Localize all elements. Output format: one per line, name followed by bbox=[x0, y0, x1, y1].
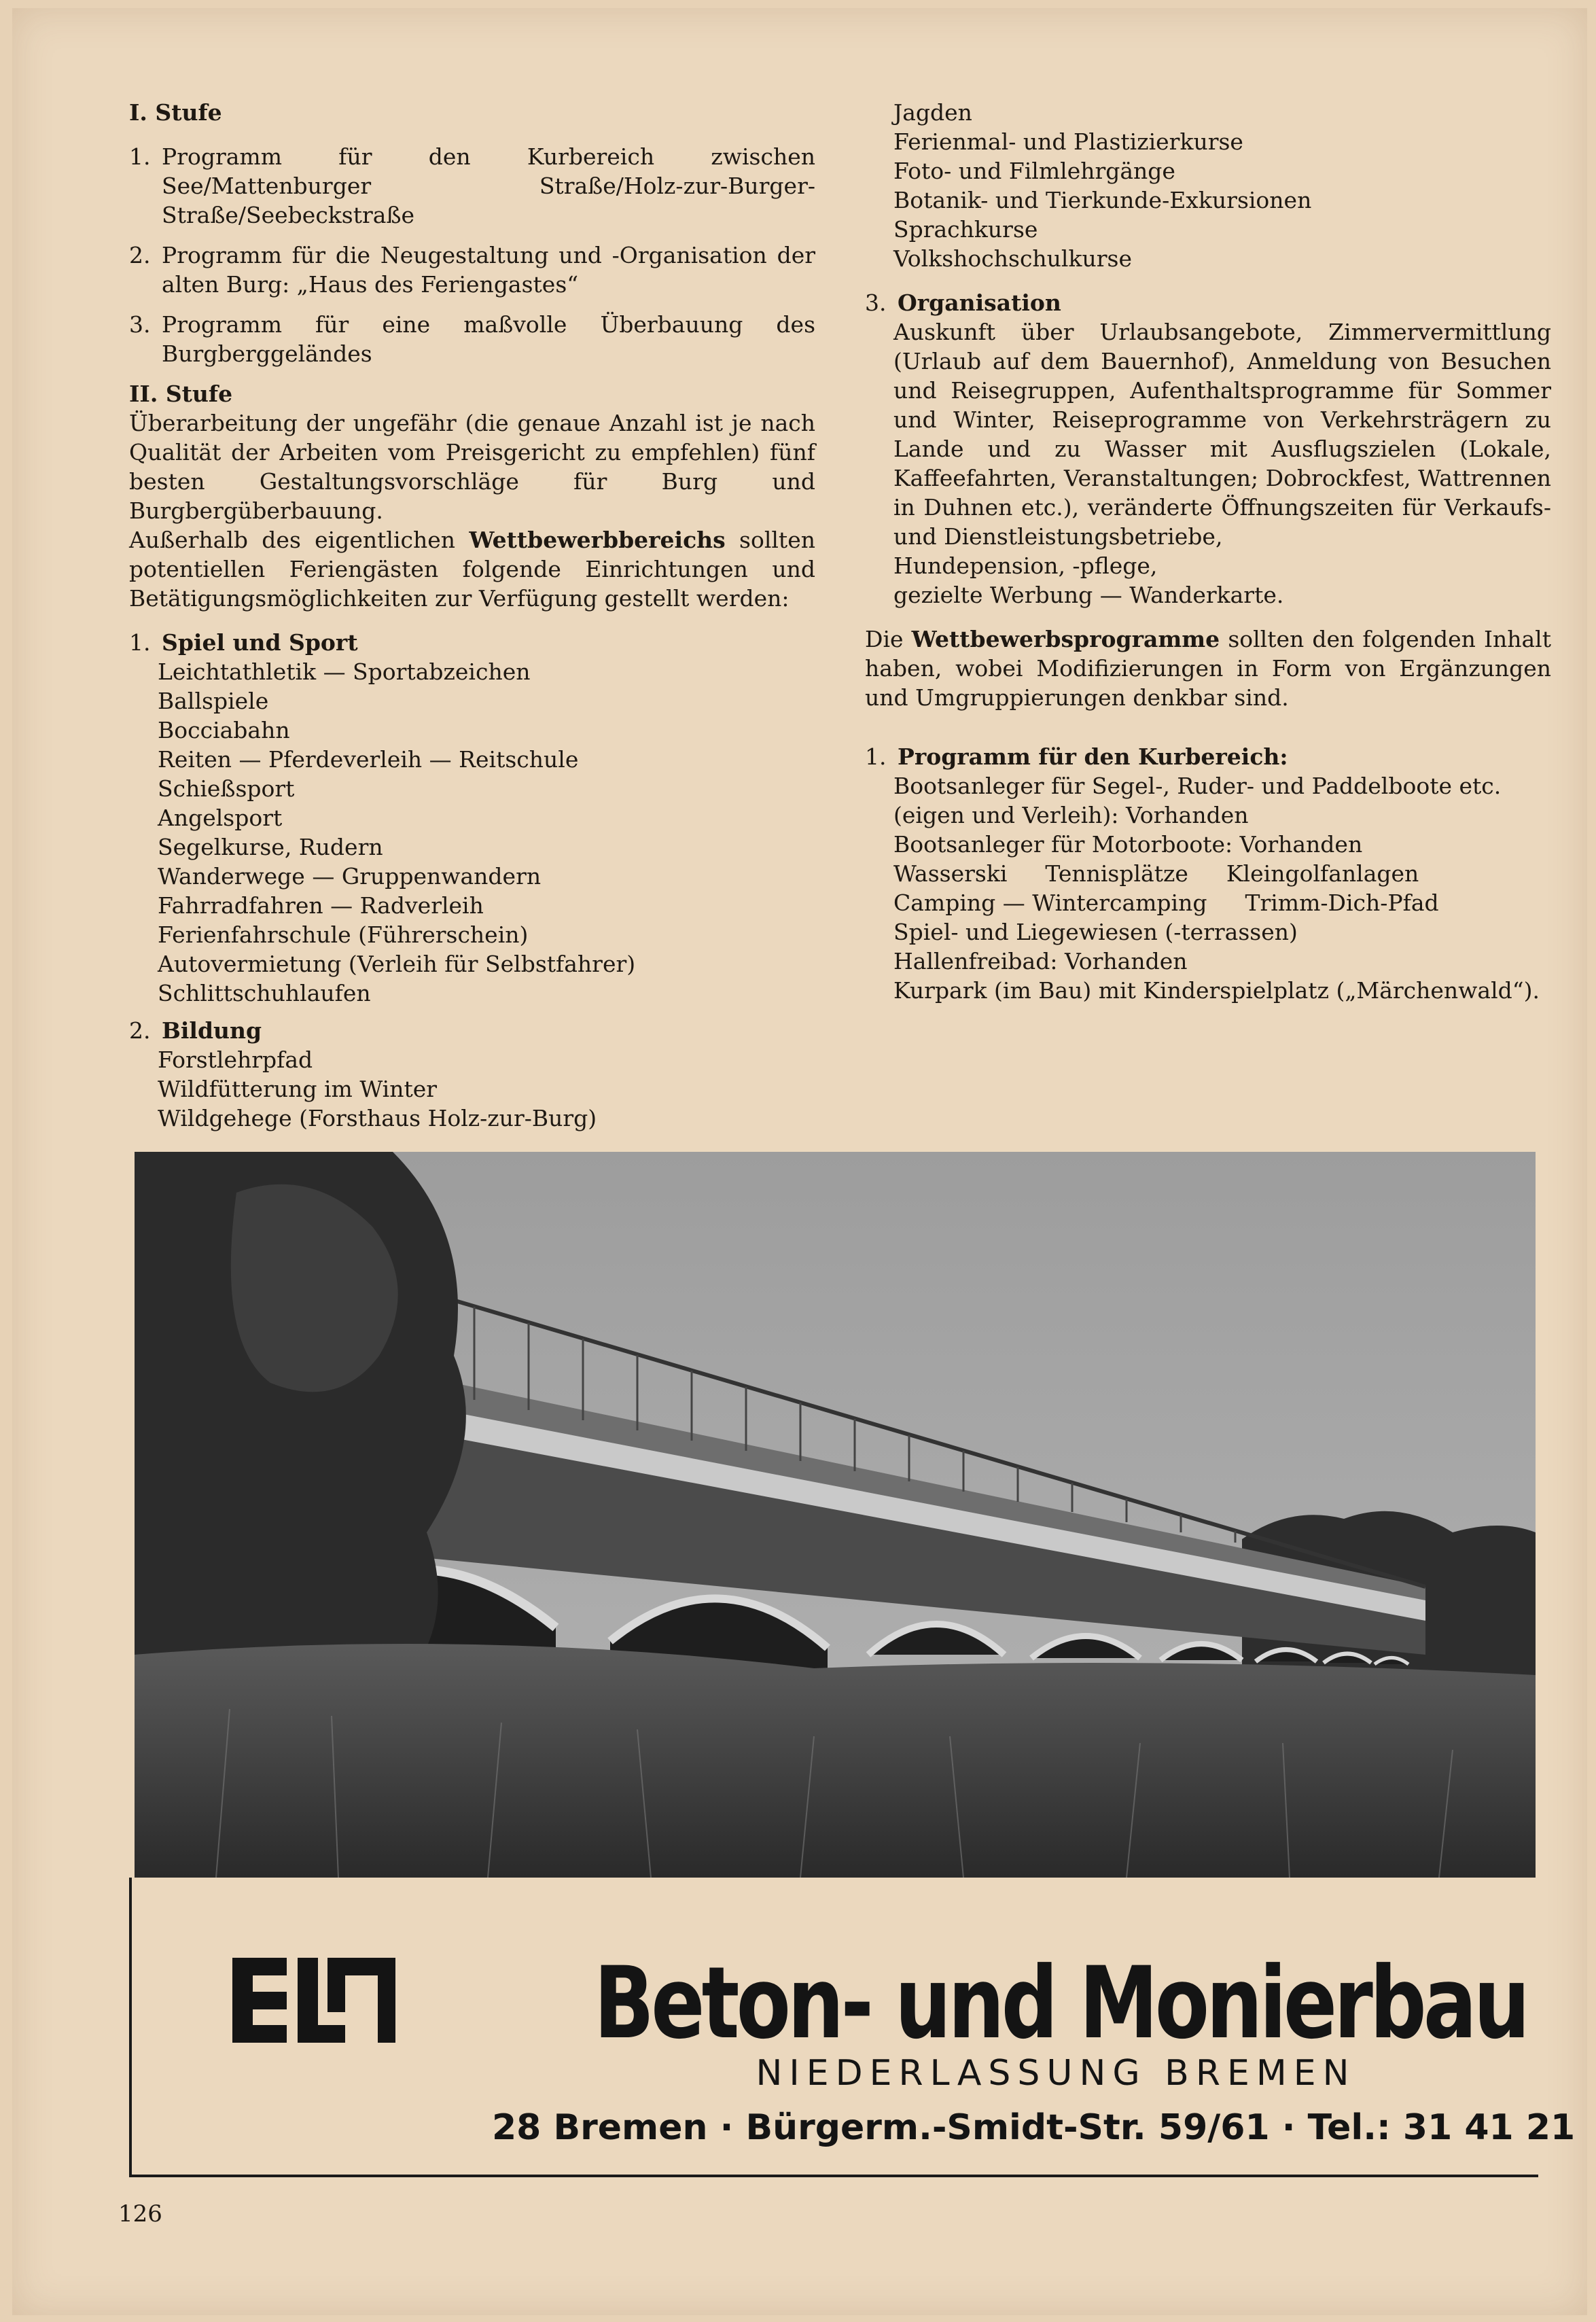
list-item: Foto- und Filmlehrgänge bbox=[893, 158, 1175, 184]
list-item: Autovermietung (Verleih für Selbstfahrer) bbox=[158, 951, 636, 977]
list-item: Bootsanleger für Motorboote: Vorhanden bbox=[893, 831, 1363, 858]
list-item: Schlittschuhlaufen bbox=[158, 980, 371, 1006]
organisation-list bbox=[865, 551, 1551, 610]
list-item: Hundepension, -pflege, bbox=[893, 552, 1158, 579]
list-item: Forstlehrpfad bbox=[158, 1046, 313, 1073]
list-item: Fahrradfahren — Radverleih bbox=[158, 892, 484, 919]
kurbereich-list-2 bbox=[865, 917, 1551, 1005]
list-item: Volkshochschulkurse bbox=[893, 245, 1132, 272]
list-item: Wildgehege (Forsthaus Holz-zur-Burg) bbox=[158, 1105, 597, 1131]
list-item: Segelkurse, Rudern bbox=[158, 834, 383, 860]
list-item: Wildfütterung im Winter bbox=[158, 1076, 438, 1102]
stage1-item: 2. Programm für die Neugestaltung und -Organisation der alten Burg: „Haus des Feriengastes“ bbox=[129, 242, 815, 298]
advertisement bbox=[129, 1878, 1576, 2177]
list-item: Bootsanleger für Segel-, Ruder- und Paddelboote etc. bbox=[893, 773, 1502, 799]
stage1-item: 3. Programm für eine maßvolle Überbauung des Burgberggeländes bbox=[129, 311, 815, 367]
magazine-page bbox=[12, 8, 1587, 2315]
kurbereich-row-sports: Wasserski Tennisplätze Kleingolfanlagen bbox=[893, 860, 1419, 887]
list-item: gezielte Werbung — Wanderkarte. bbox=[893, 582, 1284, 608]
company-address: 28 Bremen · Bürgerm.-Smidt-Str. 59/61 · Tel.: 31 41 21 bbox=[492, 2107, 1576, 2148]
stage1-item: 1. Programm für den Kurbereich zwischen See/Mattenburger Straße/Holz-zur-Burger-Straße/Seebeckstraße bbox=[129, 143, 815, 228]
stage2-text: Überarbeitung der ungefähr (die genaue Anzahl ist je nach Qualität der Arbeiten vom Preisgericht zu empfehlen) fünf besten Gestaltungsvorschläge für Burg und Burgbergüberbauung. bbox=[129, 410, 815, 524]
branch-name: NIEDERLASSUNG BREMEN bbox=[756, 2053, 1356, 2094]
list-item: Schießsport bbox=[158, 775, 295, 802]
kurbereich-list bbox=[865, 771, 1551, 859]
stage1-heading: I. Stufe bbox=[129, 99, 222, 126]
bridge-photo bbox=[135, 1152, 1536, 1878]
kurbereich-row-camping: Camping — Wintercamping Trimm-Dich-Pfad bbox=[893, 890, 1439, 916]
organisation-text: Auskunft über Urlaubsangebote, Zimmervermittlung (Urlaub auf dem Bauernhof), Anmeldung von Besuchen und Reisegruppen, Aufenthaltsprogramme für Sommer und Winter, Reiseprogramme von Verkehrsträgern zu Lande und zu Wasser mit Ausflugszielen (Lokale, Kaffeefahrten, Veranstaltungen; Dobrockfest, Wattrennen in Duhnen etc.), veränderte Öffnungszeiten für Verkaufs- und Dienstleistungsbetriebe, bbox=[893, 319, 1551, 550]
left-column bbox=[129, 98, 815, 1133]
page-number: 126 bbox=[118, 2200, 162, 2228]
list-item: Reiten — Pferdeverleih — Reitschule bbox=[158, 746, 579, 773]
list-item: Ferienmal- und Plastizierkurse bbox=[893, 128, 1243, 155]
kurbereich-heading-row: 1. Programm für den Kurbereich: bbox=[865, 743, 1288, 770]
list-item: Jagden bbox=[893, 99, 972, 126]
list-item: Hallenfreibad: Vorhanden bbox=[893, 948, 1188, 974]
list-item: Angelsport bbox=[158, 805, 283, 831]
list-item: Leichtathletik — Sportabzeichen bbox=[158, 658, 531, 685]
list-item: Kurpark (im Bau) mit Kinderspielplatz („Märchenwald“). bbox=[893, 977, 1540, 1004]
list-item: Spiel- und Liegewiesen (-terrassen) bbox=[893, 919, 1298, 945]
intro-paragraph: Außerhalb des eigentlichen Wettbewerbbereichs sollten potentiellen Feriengästen folgende Einrichtungen und Betätigungsmöglichkeiten zur Verfügung gestellt werden: bbox=[129, 527, 815, 612]
list-item: Botanik- und Tierkunde-Exkursionen bbox=[893, 187, 1312, 213]
bildung-list bbox=[129, 1045, 815, 1133]
list-item: Ferienfahrschule (Führerschein) bbox=[158, 921, 529, 948]
blm-logo-icon bbox=[232, 1958, 395, 2045]
program-intro: Die Wettbewerbsprogramme sollten den folgenden Inhalt haben, wobei Modifizierungen in Form von Ergänzungen und Umgruppierungen denkbar sind. bbox=[865, 626, 1551, 711]
bildung-list-continued bbox=[865, 98, 1551, 273]
list-item: (eigen und Verleih): Vorhanden bbox=[893, 802, 1249, 828]
sport-list bbox=[129, 657, 815, 1008]
right-column bbox=[865, 98, 1551, 1005]
list-item: Wanderwege — Gruppenwandern bbox=[158, 863, 542, 890]
company-name: Beton- und Monierbau bbox=[594, 1946, 1527, 2061]
stage2-heading: II. Stufe bbox=[129, 381, 233, 407]
list-item: Ballspiele bbox=[158, 688, 269, 714]
list-item: Sprachkurse bbox=[893, 216, 1038, 243]
bildung-heading-row: 2. Bildung bbox=[129, 1017, 262, 1044]
sport-heading-row: 1. Spiel und Sport bbox=[129, 629, 358, 656]
list-item: Bocciabahn bbox=[158, 717, 290, 743]
organisation-heading-row: 3. Organisation bbox=[865, 289, 1061, 316]
